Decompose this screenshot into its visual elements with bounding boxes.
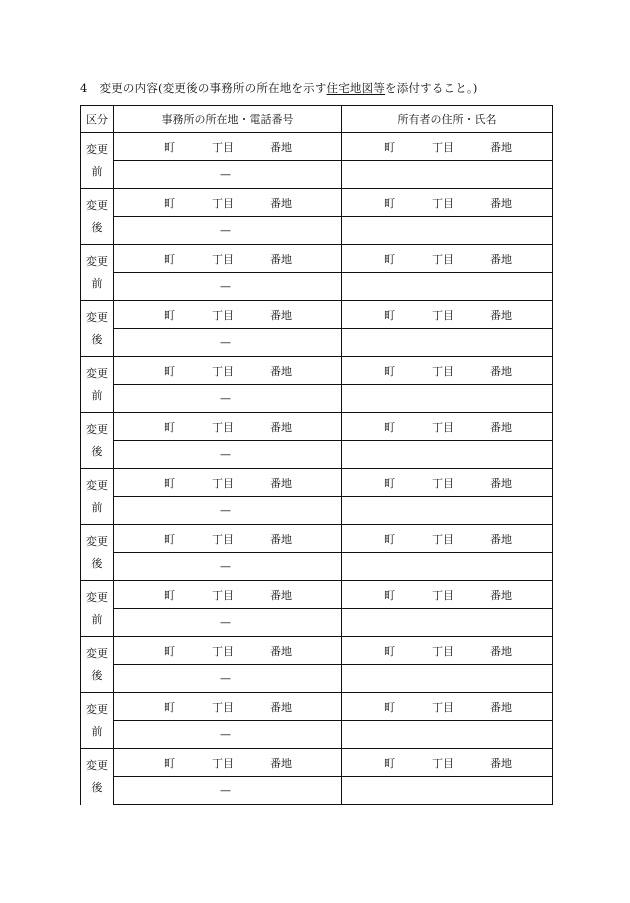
banchi-label: 番地 bbox=[270, 141, 292, 154]
owner-name-cell[interactable] bbox=[342, 553, 553, 581]
table-row bbox=[81, 413, 553, 441]
office-address-cell[interactable] bbox=[114, 469, 342, 497]
header-owner-info: 所有者の住所・氏名 bbox=[342, 106, 553, 133]
table-row bbox=[81, 581, 553, 609]
category-cell bbox=[81, 189, 114, 245]
table-row bbox=[81, 637, 553, 665]
office-address-cell[interactable] bbox=[114, 637, 342, 665]
category-label-bottom: 後 bbox=[91, 780, 103, 794]
category-label-top: 変更 bbox=[86, 254, 108, 268]
category-label-bottom: 前 bbox=[91, 164, 103, 178]
banchi-label: 番地 bbox=[270, 309, 292, 322]
town-label: 町 bbox=[384, 421, 395, 434]
banchi-label: 番地 bbox=[270, 421, 292, 434]
office-address-cell[interactable] bbox=[114, 133, 342, 161]
owner-address-cell[interactable] bbox=[342, 469, 553, 497]
table-header-row bbox=[81, 106, 553, 133]
category-label-top: 変更 bbox=[86, 310, 108, 324]
category-label-bottom: 後 bbox=[91, 220, 103, 234]
category-cell bbox=[81, 301, 114, 357]
town-label: 町 bbox=[164, 589, 175, 602]
banchi-label: 番地 bbox=[270, 197, 292, 210]
heading-text-prefix: 変更の内容(変更後の事務所の所在地を示す bbox=[99, 81, 327, 95]
town-label: 町 bbox=[384, 197, 395, 210]
banchi-label: 番地 bbox=[270, 701, 292, 714]
town-label: 町 bbox=[164, 701, 175, 714]
chome-label: 丁目 bbox=[212, 421, 234, 434]
chome-label: 丁目 bbox=[432, 253, 454, 266]
office-phone-cell[interactable] bbox=[114, 217, 342, 245]
table-row bbox=[81, 553, 553, 581]
table-row bbox=[81, 469, 553, 497]
category-label-bottom: 前 bbox=[91, 612, 103, 626]
owner-address-cell[interactable] bbox=[342, 525, 553, 553]
category-cell bbox=[81, 245, 114, 301]
office-phone-cell[interactable] bbox=[114, 721, 342, 749]
section-number: 4 bbox=[80, 81, 88, 95]
banchi-label: 番地 bbox=[490, 365, 512, 378]
banchi-label: 番地 bbox=[490, 533, 512, 546]
chome-label: 丁目 bbox=[432, 533, 454, 546]
office-address-cell[interactable] bbox=[114, 525, 342, 553]
owner-name-cell[interactable] bbox=[342, 329, 553, 357]
office-address-cell[interactable] bbox=[114, 749, 342, 777]
banchi-label: 番地 bbox=[270, 365, 292, 378]
category-cell bbox=[81, 413, 114, 469]
town-label: 町 bbox=[164, 477, 175, 490]
owner-address-cell[interactable] bbox=[342, 357, 553, 385]
table-row bbox=[81, 721, 553, 749]
table-row bbox=[81, 329, 553, 357]
table-row bbox=[81, 525, 553, 553]
town-label: 町 bbox=[384, 365, 395, 378]
category-cell bbox=[81, 581, 114, 637]
office-address-cell[interactable] bbox=[114, 357, 342, 385]
heading-text-suffix: を添付すること。) bbox=[385, 81, 478, 95]
chome-label: 丁目 bbox=[432, 757, 454, 770]
office-phone-cell[interactable] bbox=[114, 441, 342, 469]
town-label: 町 bbox=[384, 757, 395, 770]
category-cell bbox=[81, 525, 114, 581]
owner-address-cell[interactable] bbox=[342, 581, 553, 609]
banchi-label: 番地 bbox=[270, 757, 292, 770]
owner-address-cell[interactable] bbox=[342, 245, 553, 273]
category-label-top: 変更 bbox=[86, 758, 108, 772]
chome-label: 丁目 bbox=[432, 589, 454, 602]
category-label-bottom: 前 bbox=[91, 276, 103, 290]
chome-label: 丁目 bbox=[212, 645, 234, 658]
category-label-top: 変更 bbox=[86, 590, 108, 604]
table-row bbox=[81, 161, 553, 189]
owner-name-cell[interactable] bbox=[342, 721, 553, 749]
category-label-bottom: 前 bbox=[91, 388, 103, 402]
owner-address-cell[interactable] bbox=[342, 413, 553, 441]
phone-separator: — bbox=[220, 392, 231, 405]
chome-label: 丁目 bbox=[212, 197, 234, 210]
office-address-cell[interactable] bbox=[114, 301, 342, 329]
category-label-bottom: 後 bbox=[91, 332, 103, 346]
chome-label: 丁目 bbox=[432, 309, 454, 322]
banchi-label: 番地 bbox=[490, 477, 512, 490]
table-row bbox=[81, 497, 553, 525]
chome-label: 丁目 bbox=[432, 141, 454, 154]
category-cell bbox=[81, 133, 114, 189]
chome-label: 丁目 bbox=[212, 589, 234, 602]
chome-label: 丁目 bbox=[432, 701, 454, 714]
town-label: 町 bbox=[164, 141, 175, 154]
banchi-label: 番地 bbox=[270, 477, 292, 490]
category-label-bottom: 前 bbox=[91, 724, 103, 738]
heading-text-underlined: 住宅地図等 bbox=[326, 81, 386, 95]
chome-label: 丁目 bbox=[212, 365, 234, 378]
office-phone-cell[interactable] bbox=[114, 777, 342, 805]
town-label: 町 bbox=[164, 365, 175, 378]
town-label: 町 bbox=[164, 197, 175, 210]
office-phone-cell[interactable] bbox=[114, 161, 342, 189]
banchi-label: 番地 bbox=[270, 253, 292, 266]
phone-separator: — bbox=[220, 448, 231, 461]
phone-separator: — bbox=[220, 560, 231, 573]
town-label: 町 bbox=[164, 421, 175, 434]
town-label: 町 bbox=[164, 645, 175, 658]
category-label-bottom: 後 bbox=[91, 668, 103, 682]
category-cell bbox=[81, 469, 114, 525]
category-label-bottom: 後 bbox=[91, 556, 103, 570]
town-label: 町 bbox=[384, 701, 395, 714]
category-label-top: 変更 bbox=[86, 366, 108, 380]
phone-separator: — bbox=[220, 504, 231, 517]
phone-separator: — bbox=[220, 336, 231, 349]
office-phone-cell[interactable] bbox=[114, 665, 342, 693]
office-address-cell[interactable] bbox=[114, 245, 342, 273]
town-label: 町 bbox=[164, 757, 175, 770]
category-label-top: 変更 bbox=[86, 646, 108, 660]
section-heading bbox=[80, 80, 478, 96]
category-label-bottom: 前 bbox=[91, 500, 103, 514]
office-phone-cell[interactable] bbox=[114, 553, 342, 581]
category-label-top: 変更 bbox=[86, 142, 108, 156]
table-row bbox=[81, 609, 553, 637]
phone-separator: — bbox=[220, 672, 231, 685]
chome-label: 丁目 bbox=[432, 197, 454, 210]
table-row bbox=[81, 385, 553, 413]
owner-name-cell[interactable] bbox=[342, 217, 553, 245]
chome-label: 丁目 bbox=[212, 701, 234, 714]
owner-name-cell[interactable] bbox=[342, 441, 553, 469]
change-details-table bbox=[80, 105, 553, 805]
table-row bbox=[81, 273, 553, 301]
category-label-top: 変更 bbox=[86, 534, 108, 548]
office-phone-cell[interactable] bbox=[114, 273, 342, 301]
office-address-cell[interactable] bbox=[114, 693, 342, 721]
owner-address-cell[interactable] bbox=[342, 133, 553, 161]
chome-label: 丁目 bbox=[432, 477, 454, 490]
owner-address-cell[interactable] bbox=[342, 749, 553, 777]
chome-label: 丁目 bbox=[212, 309, 234, 322]
owner-address-cell[interactable] bbox=[342, 301, 553, 329]
table-row bbox=[81, 441, 553, 469]
header-office-location: 事務所の所在地・電話番号 bbox=[114, 106, 342, 133]
phone-separator: — bbox=[220, 224, 231, 237]
header-category: 区分 bbox=[81, 106, 114, 133]
category-label-bottom: 後 bbox=[91, 444, 103, 458]
town-label: 町 bbox=[384, 141, 395, 154]
owner-name-cell[interactable] bbox=[342, 777, 553, 805]
banchi-label: 番地 bbox=[490, 253, 512, 266]
office-address-cell[interactable] bbox=[114, 413, 342, 441]
banchi-label: 番地 bbox=[490, 701, 512, 714]
phone-separator: — bbox=[220, 784, 231, 797]
banchi-label: 番地 bbox=[270, 533, 292, 546]
owner-address-cell[interactable] bbox=[342, 637, 553, 665]
table-row bbox=[81, 665, 553, 693]
banchi-label: 番地 bbox=[490, 141, 512, 154]
table-row bbox=[81, 301, 553, 329]
table-row bbox=[81, 749, 553, 777]
office-phone-cell[interactable] bbox=[114, 329, 342, 357]
category-cell bbox=[81, 637, 114, 693]
phone-separator: — bbox=[220, 616, 231, 629]
category-cell bbox=[81, 749, 114, 805]
chome-label: 丁目 bbox=[432, 645, 454, 658]
office-phone-cell[interactable] bbox=[114, 385, 342, 413]
category-label-top: 変更 bbox=[86, 478, 108, 492]
town-label: 町 bbox=[164, 253, 175, 266]
category-label-top: 変更 bbox=[86, 422, 108, 436]
banchi-label: 番地 bbox=[490, 309, 512, 322]
owner-name-cell[interactable] bbox=[342, 161, 553, 189]
chome-label: 丁目 bbox=[212, 141, 234, 154]
owner-name-cell[interactable] bbox=[342, 497, 553, 525]
table-row bbox=[81, 217, 553, 245]
table-row bbox=[81, 777, 553, 805]
town-label: 町 bbox=[164, 533, 175, 546]
phone-separator: — bbox=[220, 728, 231, 741]
banchi-label: 番地 bbox=[270, 589, 292, 602]
table-row bbox=[81, 133, 553, 161]
category-cell bbox=[81, 357, 114, 413]
chome-label: 丁目 bbox=[432, 421, 454, 434]
table-row bbox=[81, 245, 553, 273]
banchi-label: 番地 bbox=[490, 589, 512, 602]
chome-label: 丁目 bbox=[212, 477, 234, 490]
town-label: 町 bbox=[384, 309, 395, 322]
category-label-top: 変更 bbox=[86, 198, 108, 212]
owner-address-cell[interactable] bbox=[342, 189, 553, 217]
chome-label: 丁目 bbox=[212, 757, 234, 770]
town-label: 町 bbox=[384, 477, 395, 490]
banchi-label: 番地 bbox=[490, 421, 512, 434]
owner-name-cell[interactable] bbox=[342, 665, 553, 693]
office-phone-cell[interactable] bbox=[114, 497, 342, 525]
chome-label: 丁目 bbox=[212, 533, 234, 546]
chome-label: 丁目 bbox=[432, 365, 454, 378]
phone-separator: — bbox=[220, 168, 231, 181]
banchi-label: 番地 bbox=[490, 645, 512, 658]
office-phone-cell[interactable] bbox=[114, 609, 342, 637]
owner-name-cell[interactable] bbox=[342, 609, 553, 637]
town-label: 町 bbox=[384, 645, 395, 658]
table-row bbox=[81, 357, 553, 385]
town-label: 町 bbox=[384, 589, 395, 602]
banchi-label: 番地 bbox=[490, 757, 512, 770]
table-row bbox=[81, 189, 553, 217]
owner-name-cell[interactable] bbox=[342, 273, 553, 301]
owner-address-cell[interactable] bbox=[342, 693, 553, 721]
office-address-cell[interactable] bbox=[114, 581, 342, 609]
town-label: 町 bbox=[384, 253, 395, 266]
category-label-top: 変更 bbox=[86, 702, 108, 716]
phone-separator: — bbox=[220, 280, 231, 293]
owner-name-cell[interactable] bbox=[342, 385, 553, 413]
banchi-label: 番地 bbox=[490, 197, 512, 210]
chome-label: 丁目 bbox=[212, 253, 234, 266]
office-address-cell[interactable] bbox=[114, 189, 342, 217]
table-row bbox=[81, 693, 553, 721]
town-label: 町 bbox=[384, 533, 395, 546]
town-label: 町 bbox=[164, 309, 175, 322]
banchi-label: 番地 bbox=[270, 645, 292, 658]
category-cell bbox=[81, 693, 114, 749]
